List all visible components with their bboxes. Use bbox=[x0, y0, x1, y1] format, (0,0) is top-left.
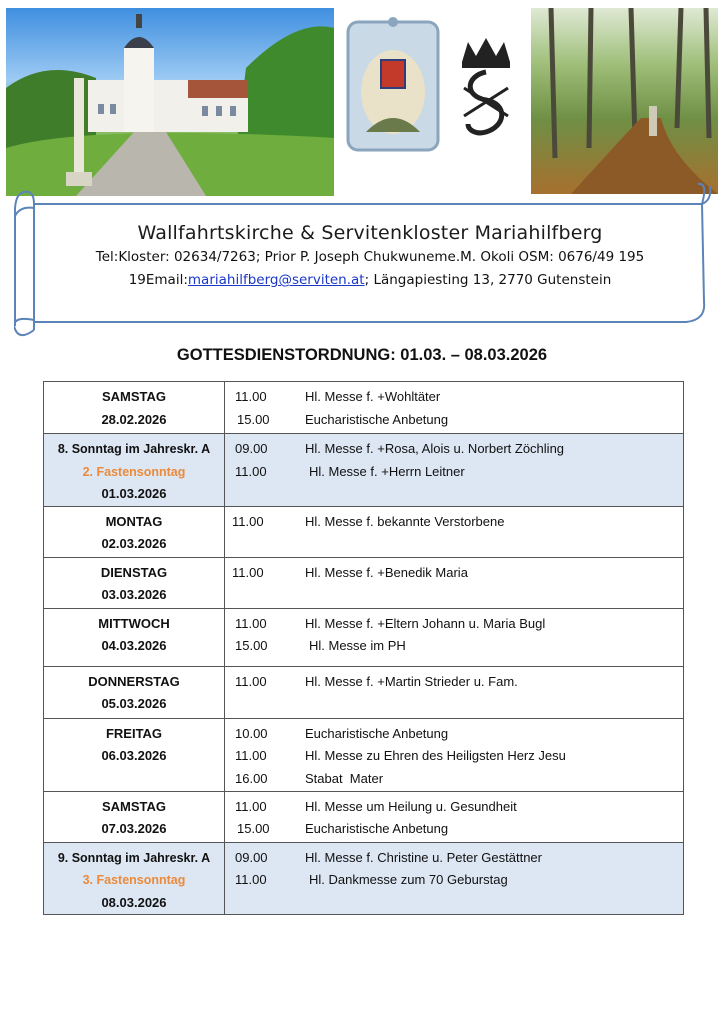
event-time: 11.00 bbox=[235, 463, 267, 479]
church-photo bbox=[6, 8, 334, 196]
day-name: MONTAG bbox=[105, 513, 163, 529]
event-item bbox=[225, 511, 683, 534]
event-item bbox=[225, 635, 683, 658]
day-name: DONNERSTAG bbox=[88, 673, 180, 689]
event-item bbox=[225, 438, 683, 461]
email-link[interactable]: mariahilfberg@serviten.at bbox=[187, 272, 365, 288]
day-cell bbox=[44, 557, 225, 608]
event-item bbox=[225, 796, 683, 819]
event-time: 11.00 bbox=[232, 564, 264, 580]
day-date: 05.03.2026 bbox=[101, 696, 167, 711]
event-desc: Hl. Messe f. bekannte Verstorbene bbox=[305, 513, 505, 529]
event-desc: Stabat Mater bbox=[305, 770, 384, 786]
event-time: 11.00 bbox=[235, 872, 267, 887]
events-cell bbox=[225, 842, 684, 915]
event-desc: Hl. Messe f. +Eltern Johann u. Maria Bugl bbox=[305, 615, 546, 631]
day-name: FREITAG bbox=[105, 725, 163, 741]
event-item bbox=[225, 768, 683, 791]
day-cell bbox=[44, 506, 225, 557]
day-date: 08.03.2026 bbox=[101, 894, 167, 910]
event-time: 09.00 bbox=[235, 849, 268, 865]
event-desc: Hl. Messe f. +Herrn Leitner bbox=[309, 463, 465, 479]
event-desc: Hl. Messe zu Ehren des Heiligsten Herz Jesu bbox=[305, 748, 566, 763]
day-name: 9. Sonntag im Jahreskr. A bbox=[57, 850, 211, 865]
day-cell bbox=[44, 791, 225, 842]
events-cell bbox=[225, 608, 684, 666]
table-row bbox=[44, 666, 684, 718]
day-date: 04.03.2026 bbox=[101, 638, 167, 653]
day-name: 8. Sonntag im Jahreskr. A bbox=[57, 442, 211, 456]
event-item bbox=[225, 409, 683, 432]
event-desc: Eucharistische Anbetung bbox=[305, 821, 449, 836]
day-name: SAMSTAG bbox=[101, 389, 167, 404]
event-desc: Hl. Messe f. Christine u. Peter Gestättner bbox=[305, 849, 542, 865]
table-row bbox=[44, 557, 684, 608]
marian-emblem-image bbox=[344, 14, 442, 154]
day-cell bbox=[44, 842, 225, 915]
day-subtitle: 3. Fastensonntag bbox=[82, 873, 186, 887]
events-cell bbox=[225, 382, 684, 434]
event-desc: Hl. Dankmesse zum 70 Geburstag bbox=[309, 872, 508, 887]
day-cell bbox=[44, 608, 225, 666]
day-cell bbox=[44, 718, 225, 791]
event-time: 11.00 bbox=[235, 798, 267, 814]
event-desc: Hl. Messe f. +Rosa, Alois u. Norbert Zöchling bbox=[305, 441, 565, 456]
event-time: 11.00 bbox=[235, 673, 267, 689]
event-time: 15.00 bbox=[235, 638, 268, 653]
event-desc: Hl. Messe f. +Martin Strieder u. Fam. bbox=[305, 673, 518, 689]
contact-email-line bbox=[40, 272, 700, 288]
event-item bbox=[225, 562, 683, 585]
event-time: 11.00 bbox=[235, 615, 267, 631]
event-item bbox=[225, 745, 683, 768]
day-date: 28.02.2026 bbox=[101, 411, 167, 427]
table-row bbox=[44, 506, 684, 557]
event-time: 16.00 bbox=[235, 770, 268, 786]
event-desc: Hl. Messe um Heilung u. Gesundheit bbox=[305, 798, 517, 814]
table-row bbox=[44, 608, 684, 666]
event-item bbox=[225, 847, 683, 870]
event-desc: Hl. Messe f. +Benedik Maria bbox=[305, 564, 468, 580]
event-item bbox=[225, 461, 683, 484]
events-cell bbox=[225, 718, 684, 791]
schedule-heading: GOTTESDIENSTORDNUNG: 01.03. – 08.03.2026 bbox=[176, 346, 548, 364]
day-name: DIENSTAG bbox=[100, 564, 168, 580]
day-cell bbox=[44, 382, 225, 434]
events-cell bbox=[225, 434, 684, 507]
event-time: 15.00 bbox=[237, 821, 270, 836]
table-row bbox=[44, 718, 684, 791]
event-time: 11.00 bbox=[235, 748, 267, 763]
day-cell bbox=[44, 434, 225, 507]
day-name: MITTWOCH bbox=[98, 615, 170, 631]
events-cell bbox=[225, 791, 684, 842]
event-time: 10.00 bbox=[235, 725, 268, 741]
event-item bbox=[225, 671, 683, 694]
crown-monogram-image bbox=[456, 36, 516, 140]
event-desc: Eucharistische Anbetung bbox=[305, 725, 449, 741]
day-date: 06.03.2026 bbox=[101, 748, 167, 763]
event-item bbox=[225, 818, 683, 841]
table-row bbox=[44, 434, 684, 507]
service-schedule-table bbox=[43, 381, 684, 915]
forest-path-photo bbox=[531, 8, 718, 194]
table-row bbox=[44, 842, 684, 915]
event-item bbox=[225, 613, 683, 636]
day-date: 02.03.2026 bbox=[101, 536, 167, 551]
event-time: 15.00 bbox=[237, 411, 270, 427]
address-text: ; Längapiesting 13, 2770 Gutenstein bbox=[364, 272, 612, 288]
day-subtitle: 2. Fastensonntag bbox=[82, 464, 186, 479]
day-cell bbox=[44, 666, 225, 718]
email-prefix: 19Email: bbox=[128, 272, 188, 288]
event-item bbox=[225, 869, 683, 892]
event-item bbox=[225, 386, 683, 409]
event-item bbox=[225, 723, 683, 746]
day-name: SAMSTAG bbox=[101, 798, 167, 814]
events-cell bbox=[225, 506, 684, 557]
event-desc: Hl. Messe f. +Wohltäter bbox=[305, 389, 441, 404]
church-title: Wallfahrtskirche & Servitenkloster Mariahilfberg bbox=[137, 222, 603, 244]
event-time: 11.00 bbox=[232, 513, 264, 529]
day-date: 07.03.2026 bbox=[101, 821, 167, 836]
event-time: 09.00 bbox=[235, 441, 268, 456]
event-desc: Hl. Messe im PH bbox=[309, 638, 406, 653]
contact-phone-line: Tel:Kloster: 02634/7263; Prior P. Joseph Chukwuneme.M. Okoli OSM: 0676/49 195 bbox=[95, 249, 645, 265]
day-date: 03.03.2026 bbox=[101, 587, 167, 602]
event-time: 11.00 bbox=[235, 389, 267, 404]
events-cell bbox=[225, 557, 684, 608]
day-date: 01.03.2026 bbox=[101, 486, 167, 501]
event-desc: Eucharistische Anbetung bbox=[305, 411, 449, 427]
table-row bbox=[44, 791, 684, 842]
table-row bbox=[44, 382, 684, 434]
events-cell bbox=[225, 666, 684, 718]
